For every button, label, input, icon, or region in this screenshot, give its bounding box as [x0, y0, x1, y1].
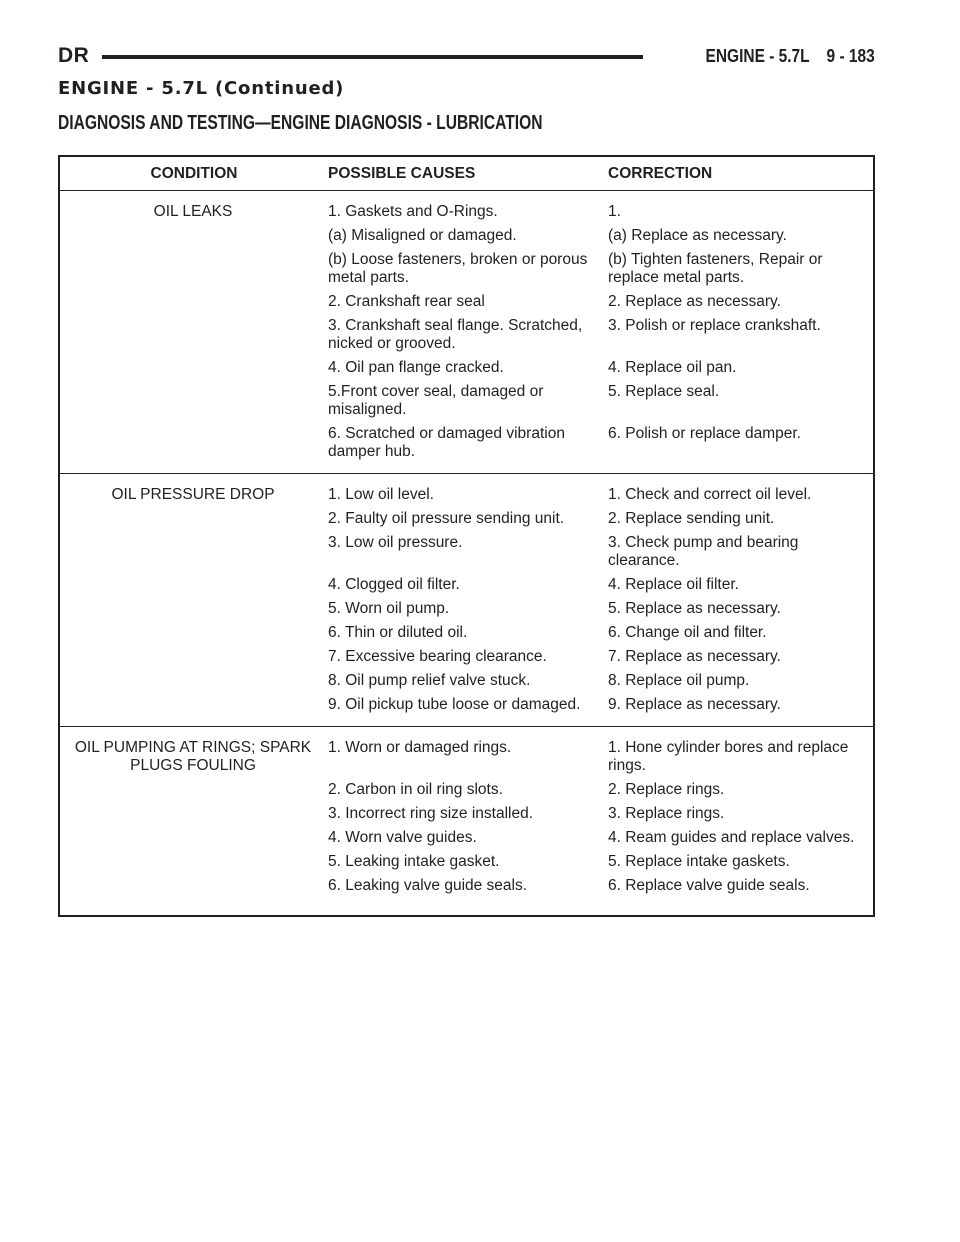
page-header [58, 44, 875, 72]
correction-cell: 6. Polish or replace damper. [608, 422, 873, 474]
cause-cell: 7. Excessive bearing clearance. [328, 648, 547, 665]
continued-heading: ENGINE - 5.7L (Continued) [58, 78, 345, 99]
correction-cell: 5. Replace intake gaskets. [608, 853, 790, 870]
correction-cell: 5. Replace as necessary. [608, 600, 781, 617]
table-row [60, 727, 873, 779]
correction-cell: 8. Replace oil pump. [608, 672, 750, 689]
header-section-code: DR [58, 44, 90, 67]
correction-cell: 6. Replace valve guide seals. [608, 877, 810, 894]
cause-cell: 3. Low oil pressure. [328, 534, 463, 551]
cause-cell: 2. Faulty oil pressure sending unit. [328, 510, 565, 527]
condition-cell: OIL LEAKS [60, 191, 328, 474]
column-header-causes: POSSIBLE CAUSES [328, 157, 608, 191]
cause-cell: 6. Thin or diluted oil. [328, 624, 468, 641]
cause-cell: 5. Leaking intake gasket. [328, 853, 500, 870]
correction-cell: 2. Replace rings. [608, 781, 725, 798]
condition-group [60, 474, 873, 727]
correction-cell: 3. Check pump and bearing clearance. [608, 534, 799, 569]
column-header-correction: CORRECTION [608, 157, 873, 191]
table-row [60, 191, 873, 225]
cause-cell: 5. Worn oil pump. [328, 600, 450, 617]
correction-cell: 3. Replace rings. [608, 805, 725, 822]
correction-cell: 3. Polish or replace crankshaft. [608, 317, 821, 334]
correction-cell: 1. [608, 203, 621, 220]
correction-cell: 2. Replace as necessary. [608, 293, 781, 310]
correction-cell: 9. Replace as necessary. [608, 693, 873, 727]
cause-cell: 5.Front cover seal, damaged or misaligned. [328, 383, 544, 418]
cause-cell: 4. Clogged oil filter. [328, 576, 460, 593]
correction-cell: 4. Ream guides and replace valves. [608, 829, 855, 846]
cause-cell: (b) Loose fasteners, broken or porous metal parts. [328, 251, 588, 286]
correction-cell: 7. Replace as necessary. [608, 648, 781, 665]
condition-cell: OIL PRESSURE DROP [60, 474, 328, 727]
condition-group [60, 727, 873, 908]
cause-cell: 2. Carbon in oil ring slots. [328, 781, 503, 798]
cause-cell: (a) Misaligned or damaged. [328, 227, 517, 244]
cause-cell: 3. Crankshaft seal flange. Scratched, nicked or grooved. [328, 317, 583, 352]
condition-group [60, 191, 873, 474]
correction-cell: 1. Hone cylinder bores and replace rings. [608, 739, 849, 774]
cause-cell: 1. Gaskets and O-Rings. [328, 203, 498, 220]
cause-cell: 2. Crankshaft rear seal [328, 293, 485, 310]
section-title: DIAGNOSIS AND TESTING—ENGINE DIAGNOSIS - LUBRICATION [58, 112, 543, 134]
diagnosis-table-grid [60, 157, 873, 907]
header-page-ref: ENGINE - 5.7L 9 - 183 [705, 46, 875, 66]
table-row [60, 474, 873, 508]
correction-cell: (a) Replace as necessary. [608, 227, 787, 244]
diagnosis-table [58, 155, 875, 917]
correction-cell: 2. Replace sending unit. [608, 510, 775, 527]
correction-cell: (b) Tighten fasteners, Repair or replace metal parts. [608, 251, 823, 286]
cause-cell: 6. Scratched or damaged vibration damper hub. [328, 422, 608, 474]
cause-cell: 6. Leaking valve guide seals. [328, 877, 528, 894]
correction-cell: 5. Replace seal. [608, 383, 720, 400]
header-rule [102, 55, 643, 59]
correction-cell: 4. Replace oil filter. [608, 576, 739, 593]
cause-cell: 4. Worn valve guides. [328, 829, 477, 846]
cause-cell: 1. Low oil level. [328, 486, 434, 503]
column-header-condition: CONDITION [60, 157, 328, 191]
cause-cell: 8. Oil pump relief valve stuck. [328, 672, 531, 689]
cause-cell: 1. Worn or damaged rings. [328, 739, 512, 756]
cause-cell: 3. Incorrect ring size installed. [328, 805, 534, 822]
cause-cell: 4. Oil pan flange cracked. [328, 359, 504, 376]
cause-cell: 9. Oil pickup tube loose or damaged. [328, 693, 608, 727]
table-header-row [60, 157, 873, 191]
correction-cell: 6. Change oil and filter. [608, 624, 767, 641]
correction-cell: 1. Check and correct oil level. [608, 486, 812, 503]
condition-cell: OIL PUMPING AT RINGS; SPARK PLUGS FOULING [74, 739, 312, 774]
correction-cell: 4. Replace oil pan. [608, 359, 737, 376]
